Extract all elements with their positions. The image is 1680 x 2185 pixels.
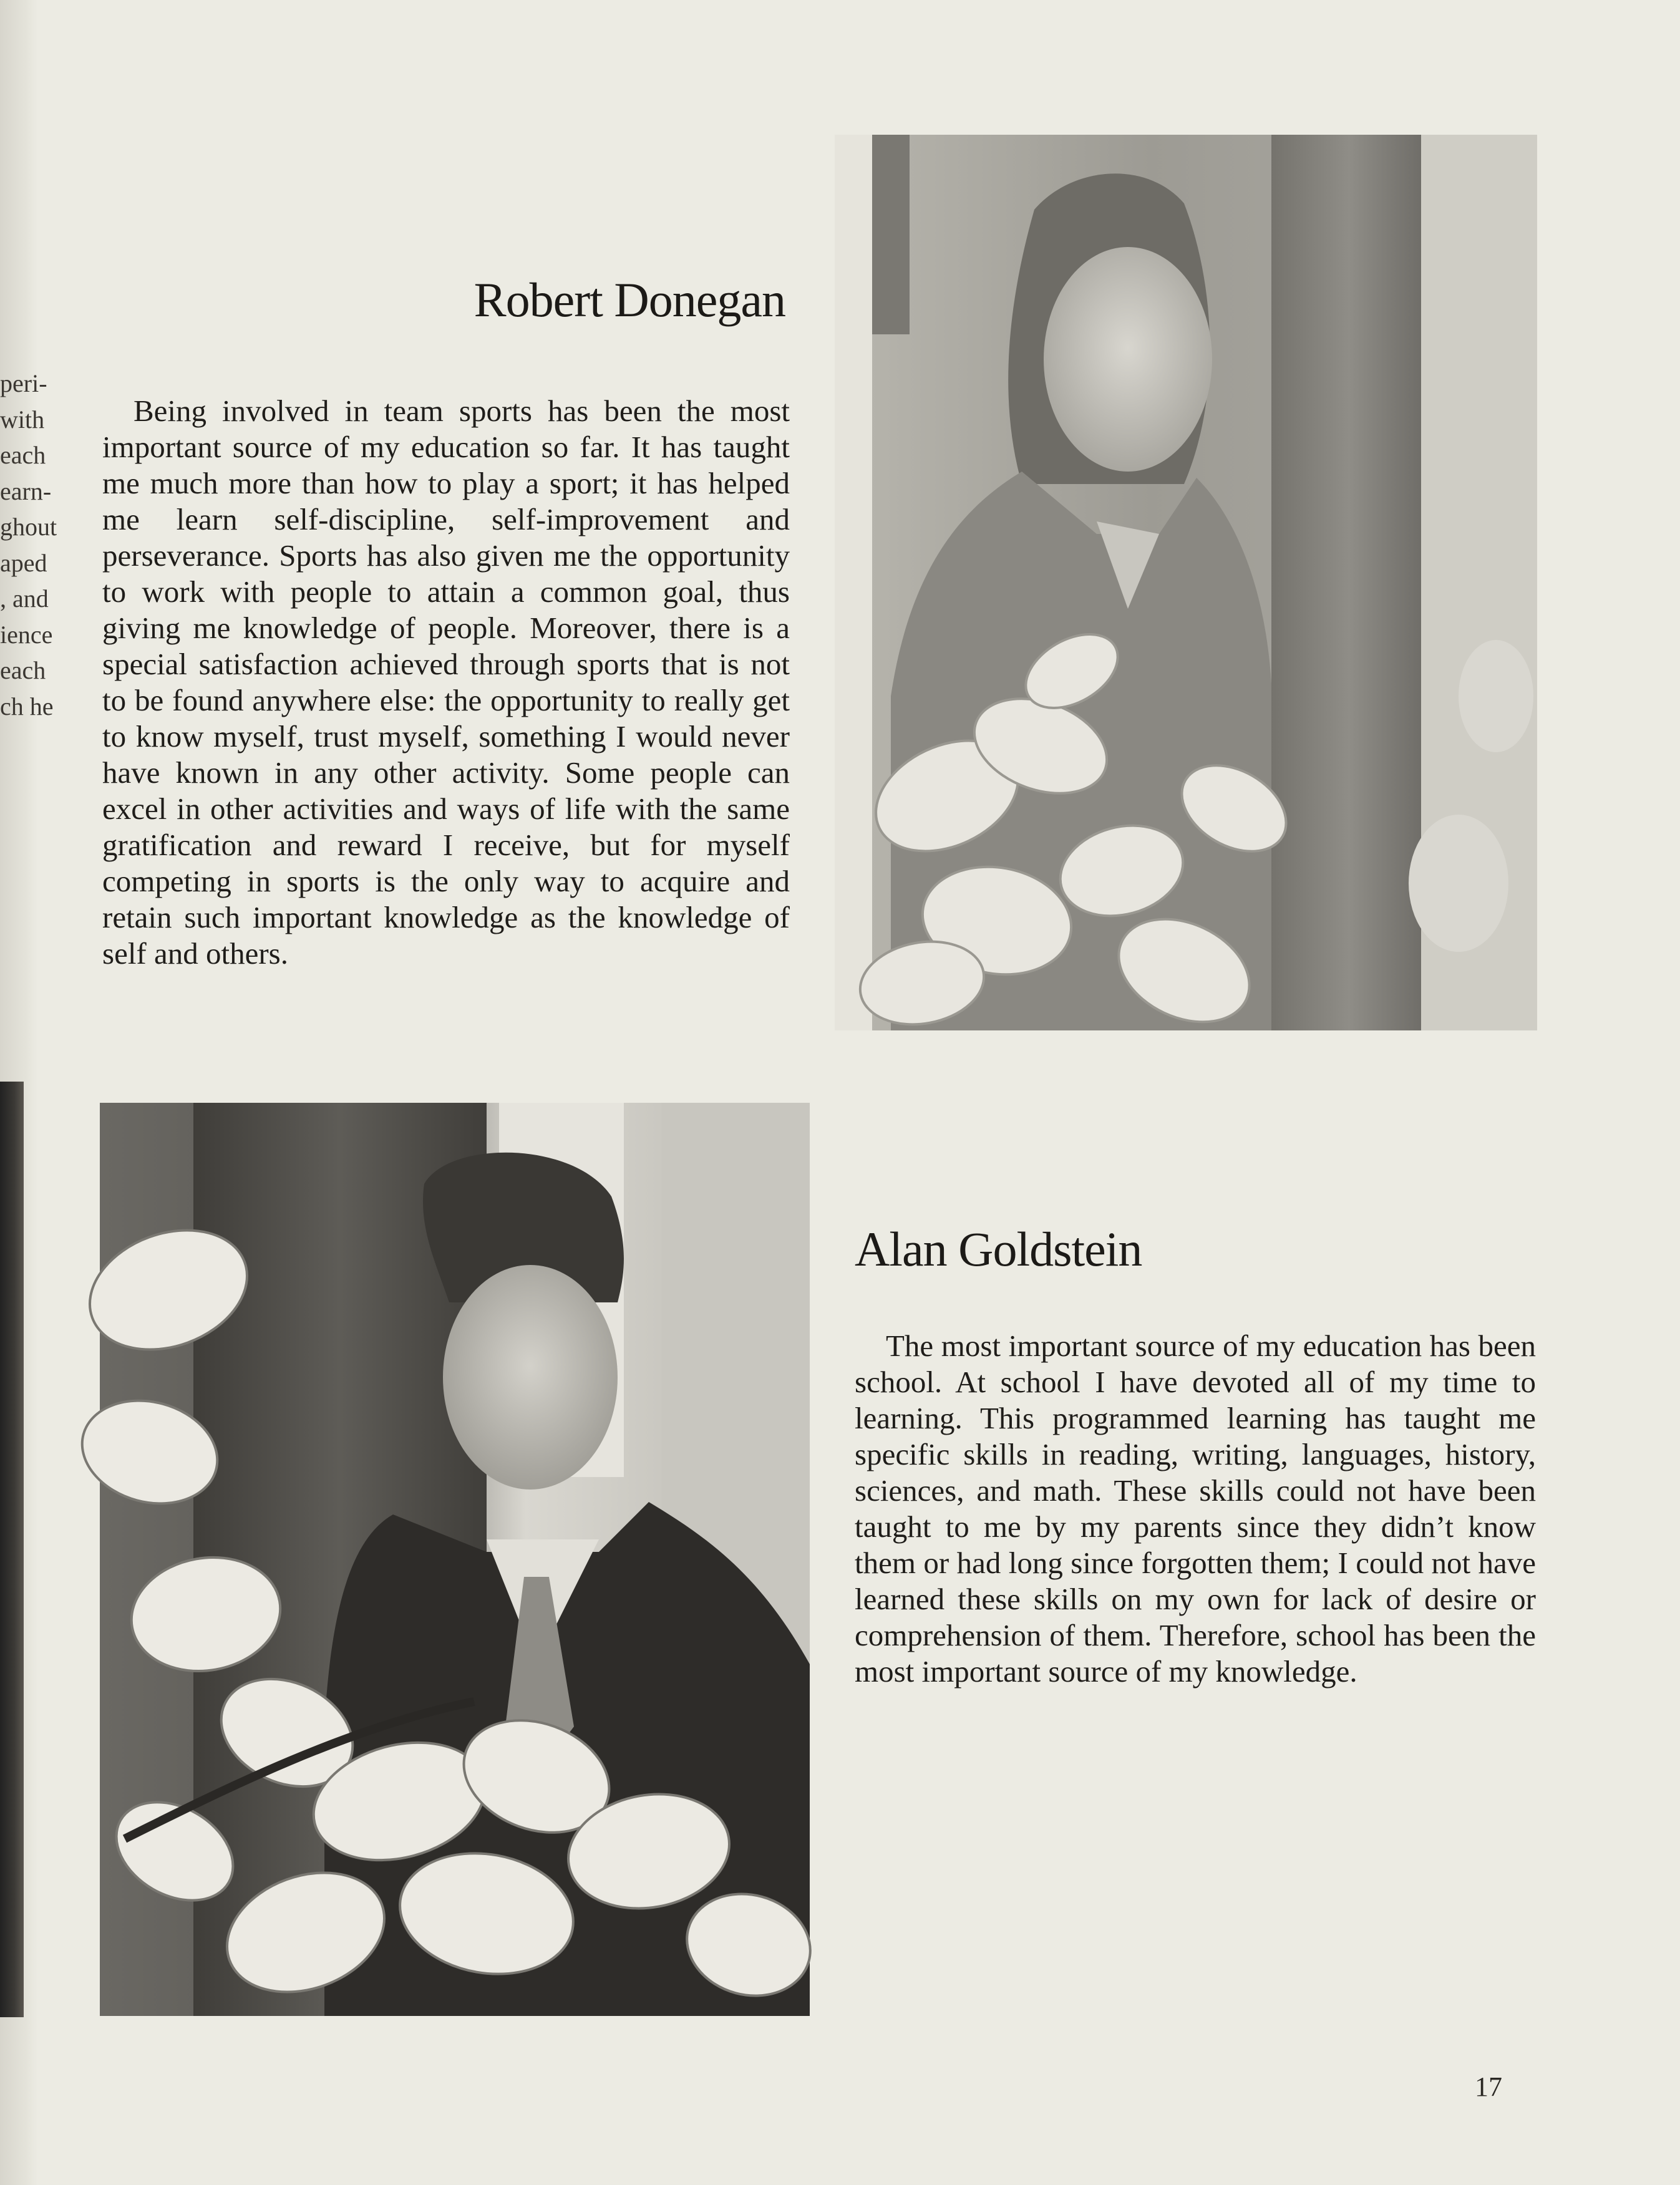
previous-page-text-fragments [0, 366, 57, 724]
portrait-photo-alan [100, 1103, 810, 2016]
essay-alan [855, 1328, 1536, 1690]
gutter-fragment: earn- [0, 477, 52, 505]
gutter-fragment: aped [0, 548, 47, 577]
gutter-fragment: , and [0, 584, 49, 613]
gutter-fragment: each [0, 656, 46, 684]
essay-alan-text: The most important source of my education has been school. At school I have devoted all of my time to learning. This programmed learning has taught me specific skills in reading, writing, languages, history, sciences, and math. These skills could not have been taught to me by my parents since they didn’t know them or had long since forgotten them; I could not have learned these skills on my own for lack of desire or comprehension of them. Therefore, school has been the most important source of my knowledge. [855, 1329, 1536, 1688]
gutter-fragment: ch he [0, 692, 54, 720]
essay-robert-text: Being involved in team sports has been the most important source of my education so far. It has taught me much more than how to play a sport; it has helped me learn self-discipline, self-improvement and perseverance. Sports has also given me the opportunity to work with people to attain a common goal, thus giving me knowledge of people. Moreover, there is a special satisfaction achieved through sports that is not to be found anywhere else: the opportunity to really get to know myself, trust myself, something I would never have known in any other activity. Some people can excel in other activities and ways of life with the same gratification and reward I receive, but for myself competing in sports is the only way to acquire and retain such important knowledge as the knowledge of self and others. [102, 394, 790, 971]
gutter-fragment: peri- [0, 369, 47, 397]
portrait-photo-robert [835, 135, 1537, 1030]
student-name-robert: Robert Donegan [473, 273, 785, 327]
page-number: 17 [1475, 2071, 1502, 2102]
gutter-fragment: with [0, 405, 45, 434]
gutter-fragment: ience [0, 620, 53, 649]
gutter-fragment: each [0, 441, 46, 469]
gutter-fragment: ghout [0, 513, 57, 541]
student-name-alan: Alan Goldstein [855, 1222, 1142, 1276]
previous-page-photo-edge [0, 1082, 24, 2017]
essay-robert [102, 393, 790, 972]
